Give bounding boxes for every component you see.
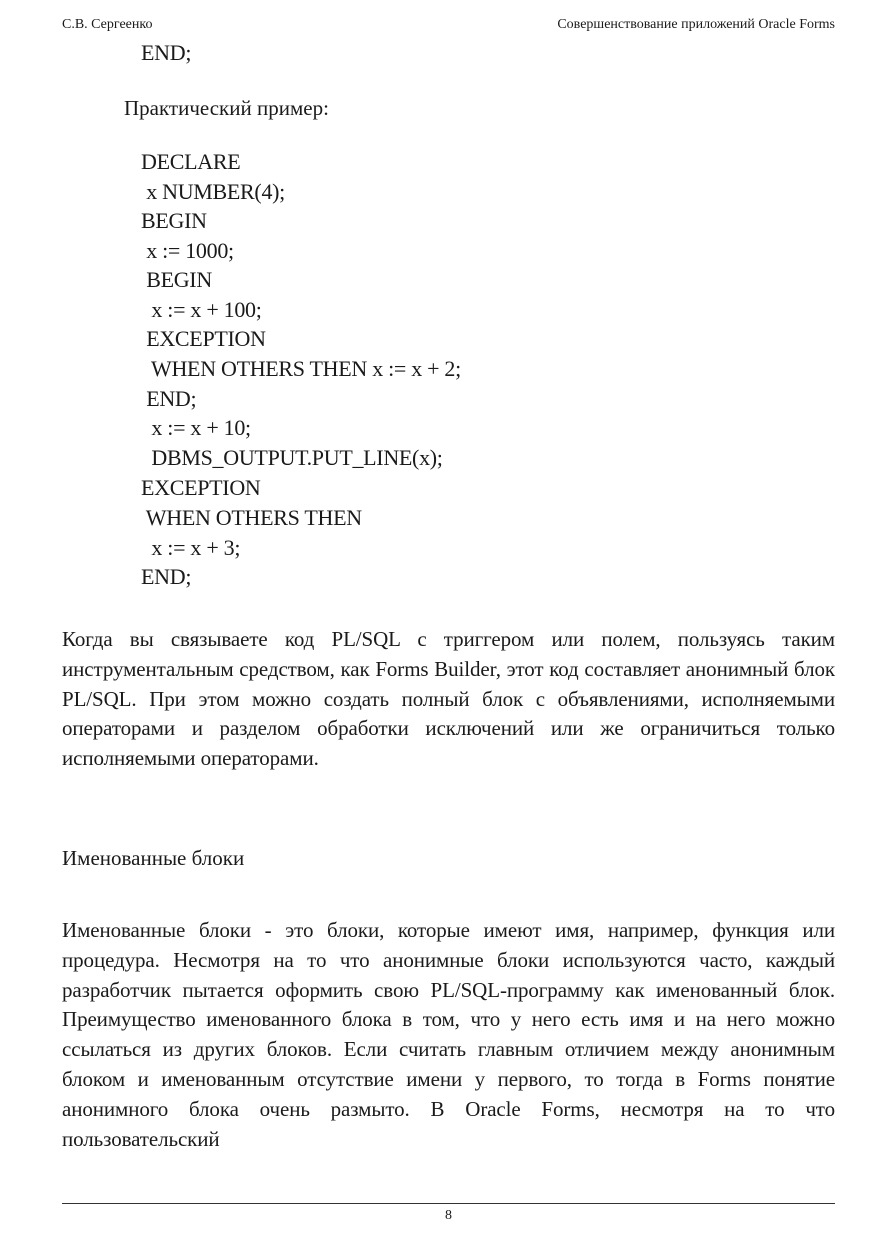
header-title: Совершенствование приложений Oracle Forms xyxy=(557,17,835,32)
section-heading: Именованные блоки xyxy=(62,846,245,870)
code-line: x NUMBER(4); xyxy=(141,179,285,204)
example-heading: Практический пример: xyxy=(124,96,329,120)
page-number: 8 xyxy=(445,1208,452,1223)
code-line: WHEN OTHERS THEN xyxy=(141,505,362,530)
code-line: BEGIN xyxy=(141,267,212,292)
code-line: x := 1000; xyxy=(141,238,234,263)
header-author: С.В. Сергеенко xyxy=(62,17,153,32)
code-line: EXCEPTION xyxy=(141,475,261,500)
code-line: DBMS_OUTPUT.PUT_LINE(x); xyxy=(141,445,443,470)
code-line: END; xyxy=(141,386,197,411)
code-line: x := x + 10; xyxy=(141,415,251,440)
code-line: DECLARE xyxy=(141,149,241,174)
code-line: x := x + 3; xyxy=(141,535,241,560)
code-line: EXCEPTION xyxy=(141,326,266,351)
paragraph-named-block: Именованные блоки - это блоки, которые имеют имя, например, функция или процедура. Несмотря на то что анонимные блоки используются часто, каждый разработчик пытается оформить свою PL/SQL-программу как именованный блок. Преимущество именованного блока в том, что у него есть имя и на него можно ссылаться из других блоков. Если считать главным отличием между анонимным блоком и именованным отсутствие имени у первого, то тогда в Forms понятие анонимного блока очень размыто. В Oracle Forms, несмотря на то что пользовательский xyxy=(62,918,835,1151)
paragraph-anonymous-block: Когда вы связываете код PL/SQL с триггером или полем, пользуясь таким инструментальным средством, как Forms Builder, этот код составляет анонимный блок PL/SQL. При этом можно создать полный блок с объявлениями, исполняемыми операторами и разделом обработки исключений или же ограничиться только исполняемыми операторами. xyxy=(62,627,835,771)
code-line: BEGIN xyxy=(141,208,207,233)
code-line: END; xyxy=(141,564,192,589)
code-line: x := x + 100; xyxy=(141,297,262,322)
footer-divider xyxy=(62,1203,835,1204)
code-line: WHEN OTHERS THEN x := x + 2; xyxy=(141,356,461,381)
code-end-line: END; xyxy=(141,40,192,65)
